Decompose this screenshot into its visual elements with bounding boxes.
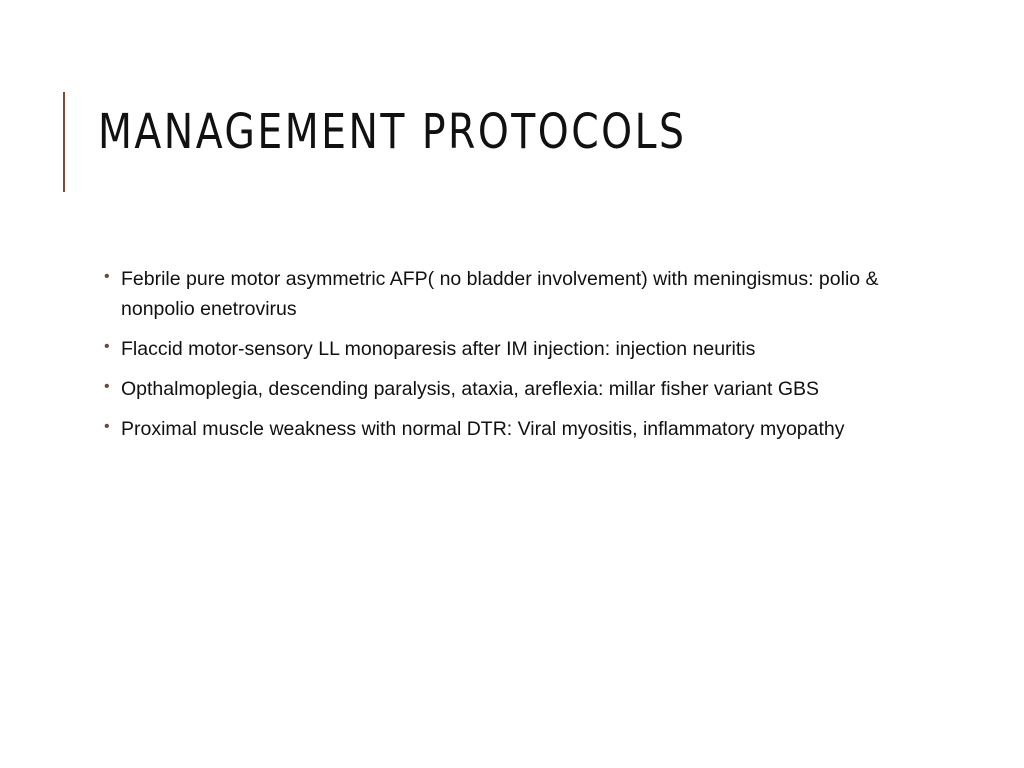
bullet-dot-icon: • [104,418,110,435]
bullet-dot-icon: • [104,378,110,395]
bullet-text: Opthalmoplegia, descending paralysis, ataxia, areflexia: millar fisher variant GBS [121,378,820,400]
bullet-text: Proximal muscle weakness with normal DTR: Viral myositis, inflammatory myopathy [121,418,845,440]
bullet-list [104,264,894,454]
bullet-dot-icon: • [104,268,110,285]
title-accent-bar [63,92,65,192]
slide-title: MANAGEMENT PROTOCOLS [98,104,687,160]
bullet-item [104,414,894,444]
bullet-text: Flaccid motor-sensory LL monoparesis after IM injection: injection neuritis [121,338,756,360]
bullet-item [104,264,894,324]
bullet-item [104,334,894,364]
bullet-item [104,374,894,404]
bullet-text: Febrile pure motor asymmetric AFP( no bladder involvement) with meningismus: polio & nonpolio enetrovirus [121,268,879,320]
bullet-dot-icon: • [104,338,110,355]
